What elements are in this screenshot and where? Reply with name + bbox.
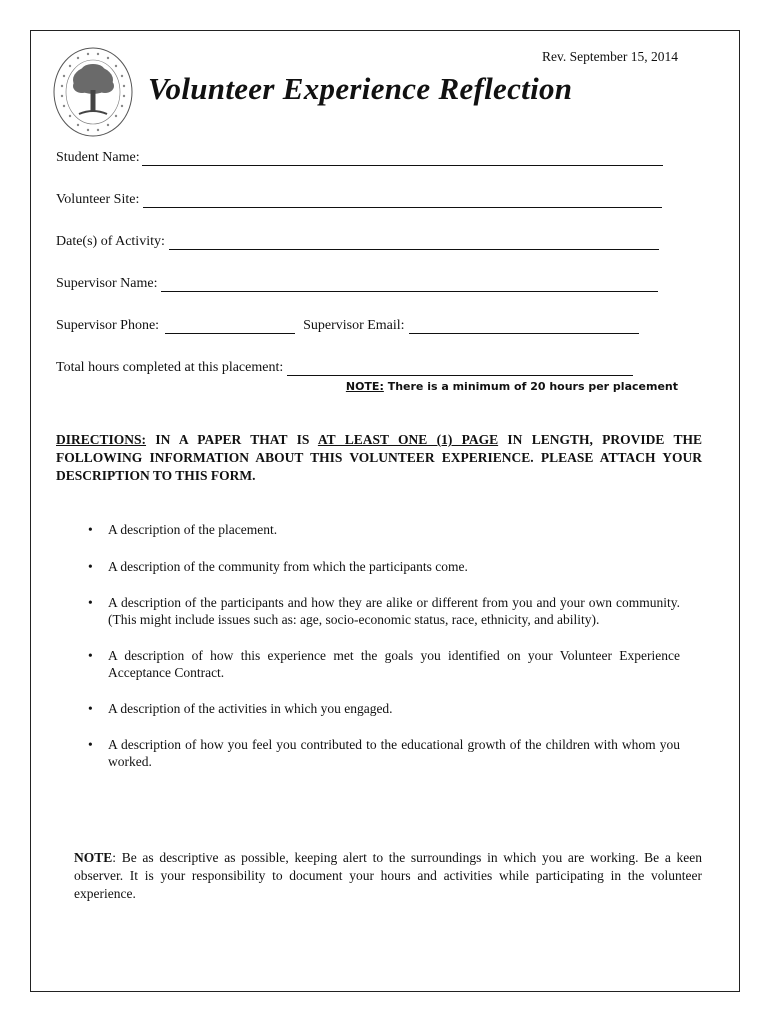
- page-border: [30, 30, 740, 992]
- minimum-hours-note-text: There is a minimum of 20 hours per placement: [383, 380, 678, 393]
- final-note-text: : Be as descriptive as possible, keeping alert to the surroundings in which you are working. Be a keen observer. It is your responsibility to document your hours and activities while participating in the volunteer experience.: [74, 850, 702, 901]
- supervisor-email-input[interactable]: [409, 319, 639, 334]
- total-hours-input[interactable]: [287, 361, 633, 376]
- benedum-collaborative-seal: [52, 46, 134, 138]
- final-note-label: NOTE: [74, 850, 113, 865]
- student-name-label: Student Name:: [56, 150, 140, 165]
- dates-of-activity-field[interactable]: [56, 234, 659, 250]
- list-item: [88, 647, 680, 681]
- volunteer-site-label: Volunteer Site:: [56, 192, 140, 207]
- total-hours-label: Total hours completed at this placement:: [56, 360, 284, 375]
- list-item: [88, 594, 680, 628]
- supervisor-phone-input[interactable]: [165, 319, 295, 334]
- bullet-icon: •: [88, 595, 93, 610]
- total-hours-field[interactable]: [56, 360, 633, 376]
- list-item: [88, 736, 680, 770]
- supervisor-email-label: Supervisor Email:: [303, 318, 405, 333]
- directions-emphasis: AT LEAST ONE (1) PAGE: [317, 432, 499, 447]
- description-bullet-list: [88, 521, 680, 770]
- directions-part1: IN A PAPER THAT IS: [146, 432, 318, 447]
- bullet-text: A description of the placement.: [108, 522, 278, 537]
- bullet-text: A description of how you feel you contributed to the educational growth of the children with whom you worked.: [108, 737, 680, 769]
- minimum-hours-note: [346, 380, 678, 393]
- bullet-text: A description of the community from which the participants come.: [108, 559, 468, 574]
- revision-date: Rev. September 15, 2014: [542, 49, 678, 64]
- bullet-icon: •: [88, 522, 93, 537]
- student-name-input[interactable]: [142, 151, 663, 166]
- bullet-icon: •: [88, 737, 93, 752]
- bullet-icon: •: [88, 559, 93, 574]
- directions-part2: IN LENGTH, PROVIDE THE FOLLOWING INFORMATION ABOUT THIS VOLUNTEER EXPERIENCE. PLEASE ATTACH YOUR DESCRIPTION TO THIS FORM.: [56, 432, 702, 483]
- bullet-icon: •: [88, 701, 93, 716]
- form-title: Volunteer Experience Reflection: [148, 71, 573, 106]
- bullet-text: A description of the participants and how they are alike or different from you and your own community. (This might include issues such as: age, socio-economic status, race, ethnicity, and ability).: [108, 595, 680, 627]
- volunteer-site-input[interactable]: [143, 193, 662, 208]
- final-note-paragraph: [74, 849, 702, 903]
- bullet-text: A description of the activities in which you engaged.: [108, 701, 393, 716]
- list-item: [88, 700, 680, 717]
- student-name-field[interactable]: [56, 150, 663, 166]
- dates-of-activity-input[interactable]: [169, 235, 659, 250]
- supervisor-phone-label: Supervisor Phone:: [56, 318, 160, 333]
- list-item: [88, 521, 680, 538]
- directions-paragraph: [56, 431, 702, 485]
- directions-lead: DIRECTIONS:: [56, 432, 147, 447]
- dates-of-activity-label: Date(s) of Activity:: [56, 234, 165, 249]
- supervisor-name-label: Supervisor Name:: [56, 276, 158, 291]
- supervisor-name-field[interactable]: [56, 276, 658, 292]
- list-item: [88, 558, 680, 575]
- supervisor-phone-field[interactable]: [56, 318, 639, 334]
- minimum-hours-note-prefix: NOTE:: [345, 380, 384, 393]
- volunteer-site-field[interactable]: [56, 192, 662, 208]
- supervisor-name-input[interactable]: [161, 277, 658, 292]
- bullet-icon: •: [88, 648, 93, 663]
- bullet-text: A description of how this experience met the goals you identified on your Volunteer Experience Acceptance Contract.: [108, 648, 680, 680]
